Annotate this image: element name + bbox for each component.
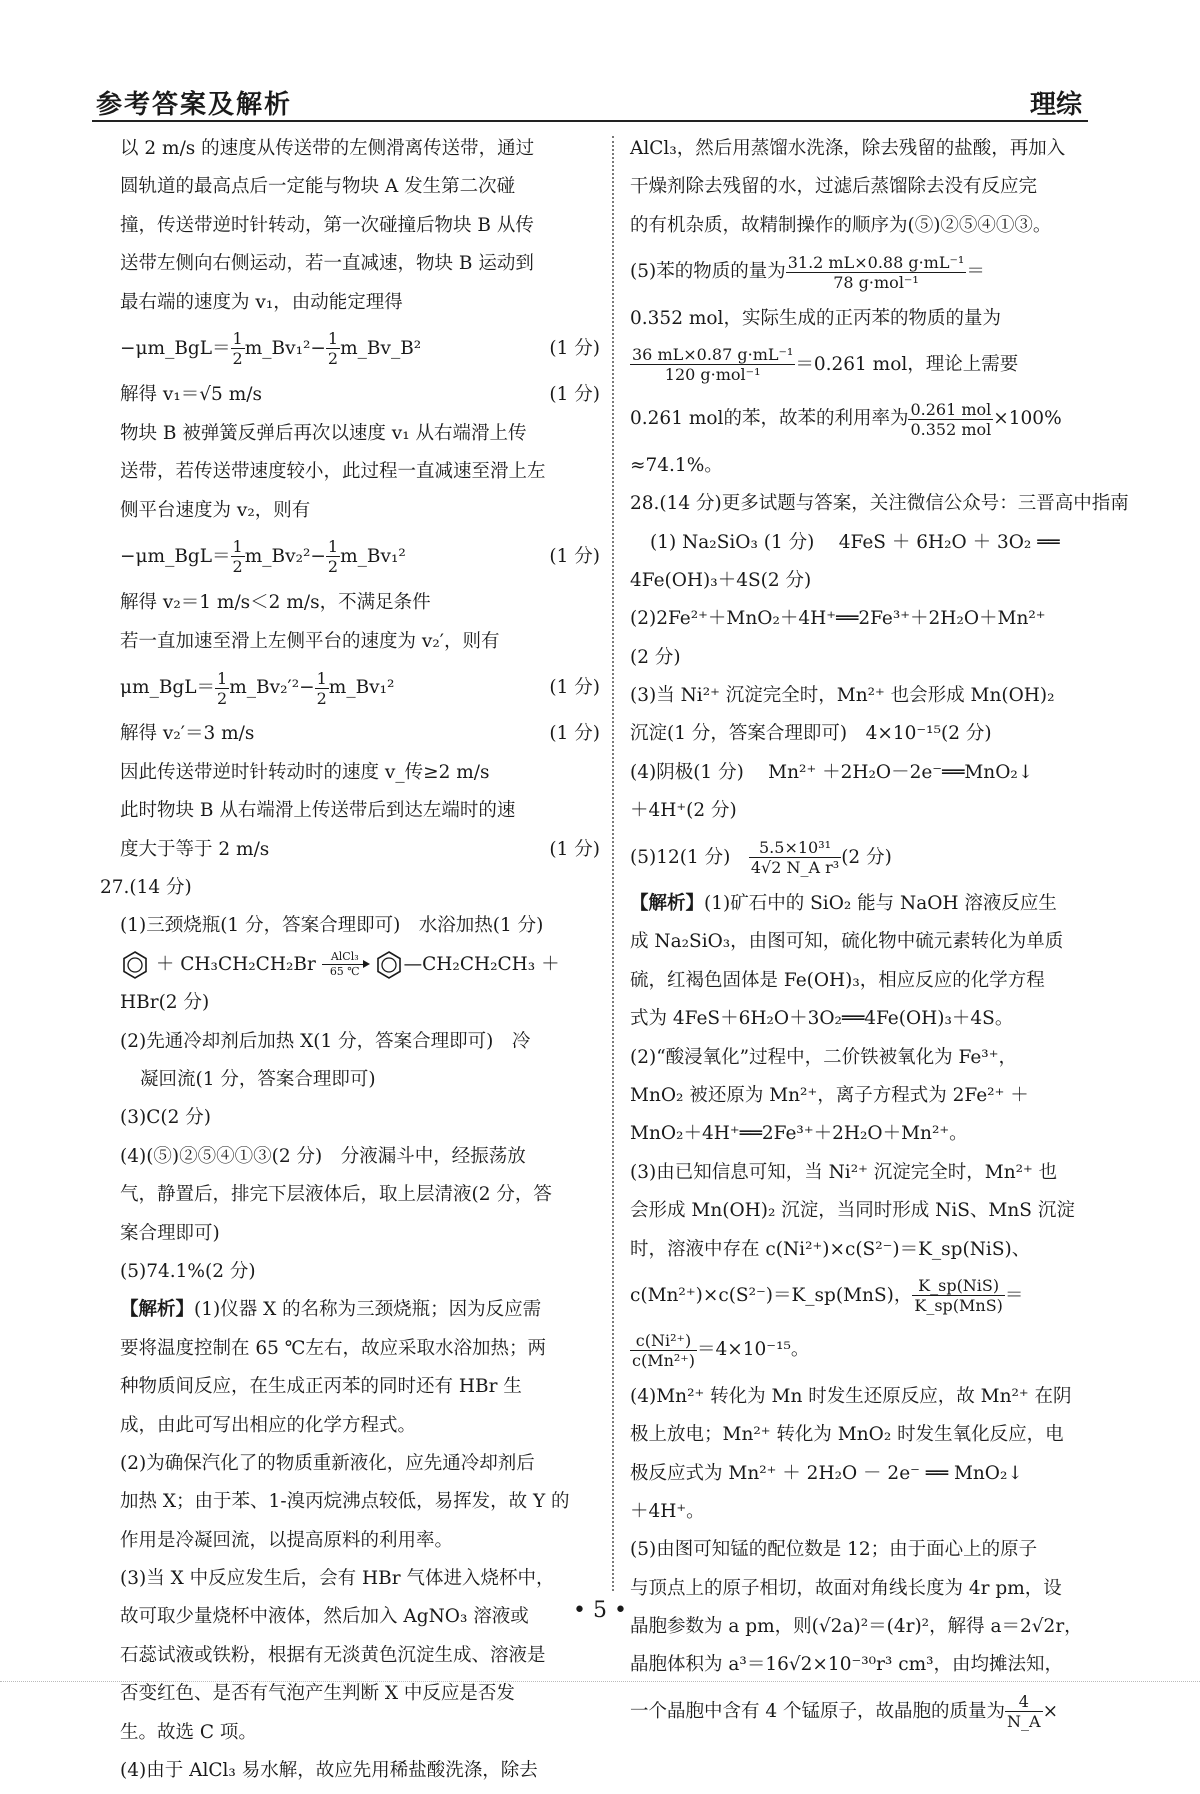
analysis-line: (4)Mn²⁺ 转化为 Mn 时发生还原反应，故 Mn²⁺ 在阴 (630, 1385, 1072, 1407)
answer-line: 凝回流(1 分，答案合理即可) (140, 1068, 376, 1090)
answer-line: (1) Na₂SiO₃ (1 分) 4FeS ＋ 6H₂O ＋ 3O₂ ══ (650, 531, 1060, 553)
page-number: • 5 • (573, 1598, 627, 1623)
answer-line: (2)先通冷却剂后加热 X(1 分，答案合理即可) 冷 (120, 1030, 531, 1052)
frac-num: 5.5×10³¹ (749, 838, 841, 858)
analysis-line (630, 889, 1110, 919)
fraction (326, 537, 340, 576)
analysis-text: ＝ (1004, 1284, 1024, 1306)
equation-6 (100, 835, 600, 865)
analysis-line: 生。故选 C 项。 (120, 1721, 257, 1743)
question-27-title: 27.(14 分) (100, 877, 192, 899)
eq-text: 解得 v₂′＝3 m/s (120, 723, 255, 745)
calc-line: 0.352 mol，实际生成的正丙苯的物质的量为 (630, 307, 1001, 329)
fraction (315, 669, 329, 708)
question-28-title: 28.(14 分)更多试题与答案，关注微信公众号：三晋高中指南 (630, 493, 1129, 515)
eq-end: m_Bv_B² (340, 337, 422, 359)
eq-lhs: −μm_BgL＝ (120, 545, 231, 567)
answer-line: (4)阴极(1 分) Mn²⁺ ＋2H₂O－2e⁻══MnO₂↓ (630, 761, 1034, 783)
frac-den: 2 (327, 349, 339, 369)
fraction (215, 669, 229, 708)
answer-line: (3)C(2 分) (120, 1107, 211, 1129)
score: (1 分) (549, 337, 600, 359)
calc-line (630, 342, 1110, 388)
answer-line: (5)74.1%(2 分) (120, 1260, 256, 1282)
frac-den: 120 g·mol⁻¹ (664, 365, 761, 385)
reaction-arrow (322, 951, 368, 978)
frac-den: 2 (232, 349, 243, 369)
analysis-line: 时，溶液中存在 c(Ni²⁺)×c(S²⁻)＝K_sp(NiS)、 (630, 1238, 1031, 1260)
analysis-line (100, 1295, 600, 1325)
calc-suffix: ×100% (993, 408, 1062, 430)
answer-line: 沉淀(1 分，答案合理即可) 4×10⁻¹⁵(2 分) (630, 723, 992, 745)
analysis-line: 要将温度控制在 65 ℃左右，故应采取水浴加热；两 (120, 1337, 546, 1359)
calc-suffix: ＝0.261 mol，理论上需要 (795, 353, 1019, 375)
text-line: 最右端的速度为 v₁，由动能定理得 (120, 291, 403, 313)
frac-den: N_A (1007, 1712, 1041, 1732)
left-column (100, 134, 600, 1794)
frac-num: 1 (232, 537, 243, 557)
column-divider (612, 136, 614, 1591)
text-line: 送带，若传送带速度较小，此过程一直减速至滑上左 (120, 461, 546, 483)
answer-line: (3)当 Ni²⁺ 沉淀完全时，Mn²⁺ 也会形成 Mn(OH)₂ (630, 685, 1055, 707)
frac-num: 1 (327, 329, 339, 349)
eq-end: m_Bv₁² (340, 545, 406, 567)
frac-num: 1 (217, 668, 228, 688)
analysis-line: (4)由于 AlCl₃ 易水解，故应先用稀盐酸洗涤，除去 (120, 1760, 538, 1782)
analysis-line: (5)由图可知锰的配位数是 12；由于面心上的原子 (630, 1539, 1038, 1561)
benzene-ring-icon (374, 950, 404, 980)
frac-den: K_sp(MnS) (914, 1296, 1003, 1316)
header-rule (92, 120, 1088, 122)
arrow-condition-bottom: 65 ℃ (329, 965, 360, 979)
text-line: 以 2 m/s 的速度从传送带的左侧滑离传送带，通过 (120, 138, 535, 159)
fraction (786, 253, 967, 292)
analysis-line: 成 Na₂SiO₃，由图可知，硫化物中硫元素转化为单质 (630, 931, 1064, 953)
answer-line: ＋4H⁺(2 分) (630, 800, 737, 822)
frac-den: 2 (217, 688, 228, 708)
text-line: 因此传送带逆时针转动时的速度 v_传≥2 m/s (120, 761, 490, 783)
fraction (908, 400, 993, 439)
analysis-line: ＋4H⁺。 (630, 1500, 705, 1522)
fraction (231, 537, 245, 576)
answer-line: (2)2Fe²⁺＋MnO₂＋4H⁺══2Fe³⁺＋2H₂O＋Mn²⁺ (630, 608, 1046, 630)
analysis-text: (1)矿石中的 SiO₂ 能与 NaOH 溶液反应生 (704, 893, 1057, 915)
eq-text: 解得 v₁＝√5 m/s (120, 384, 262, 406)
calc-prefix: 0.261 mol的苯，故苯的利用率为 (630, 408, 909, 430)
analysis-line: (3)由已知信息可知，当 Ni²⁺ 沉淀完全时，Mn²⁺ 也 (630, 1161, 1058, 1183)
answer-line: HBr(2 分) (120, 992, 210, 1014)
analysis-line: MnO₂＋4H⁺══2Fe³⁺＋2H₂O＋Mn²⁺。 (630, 1123, 968, 1145)
analysis-label: 【解析】 (630, 893, 705, 915)
fraction (1005, 1692, 1043, 1731)
fraction (231, 329, 245, 368)
frac-den: 2 (232, 557, 243, 577)
calc-prefix: (5)苯的物质的量为 (630, 261, 786, 283)
analysis-line: 晶胞体积为 a³＝16√2×10⁻³⁰r³ cm³，由均摊法知， (630, 1654, 1064, 1676)
score: (1 分) (549, 838, 600, 860)
analysis-line: (2)为确保汽化了的物质重新液化，应先通冷却剂后 (120, 1452, 535, 1474)
calc-line (630, 396, 1110, 442)
fraction (326, 329, 340, 368)
frac-num: 36 mL×0.87 g·mL⁻¹ (632, 345, 794, 365)
analysis-line: (3)当 X 中反应发生后，会有 HBr 气体进入烧杯中， (120, 1568, 555, 1590)
text-line: AlCl₃，然后用蒸馏水洗涤，除去残留的盐酸，再加入 (630, 138, 1066, 159)
answer-line: (4)(⑤)②⑤④①③(2 分) 分液漏斗中，经振荡放 (120, 1145, 526, 1167)
analysis-line: 式为 4FeS＋6H₂O＋3O₂══4Fe(OH)₃＋4S。 (630, 1008, 1014, 1030)
frac-den: c(Mn²⁺) (632, 1350, 695, 1370)
equation-1 (100, 326, 600, 372)
analysis-line: 成，由此可写出相应的化学方程式。 (120, 1414, 417, 1436)
analysis-text: (1)仪器 X 的名称为三颈烧瓶；因为反应需 (194, 1299, 542, 1321)
frac-den: 4√2 N_A r³ (750, 858, 840, 878)
answer-suffix: (2 分) (841, 846, 892, 868)
arrow-condition-top: AlCl₃ (330, 950, 359, 964)
equation-3 (100, 534, 600, 580)
analysis-line: 作用是冷凝回流，以提高原料的利用率。 (120, 1529, 454, 1551)
reactant-text: ＋ CH₃CH₂CH₂Br (155, 953, 316, 975)
analysis-line: 加热 X；由于苯、1-溴丙烷沸点较低，易挥发，故 Y 的 (120, 1491, 570, 1513)
eq-end: m_Bv₁² (328, 677, 395, 699)
plus-sign: ＋ (541, 953, 560, 975)
analysis-line (630, 1327, 1110, 1373)
right-column (630, 134, 1129, 1743)
calc-suffix: ＝ (966, 261, 985, 283)
eq-mid: m_Bv₂²− (244, 545, 326, 567)
score: (1 分) (549, 723, 600, 745)
text-line: 若一直加速至滑上左侧平台的速度为 v₂′，则有 (120, 630, 500, 652)
fraction (749, 838, 841, 877)
analysis-text: 一个晶胞中含有 4 个锰原子，故晶胞的质量为 (630, 1700, 1006, 1722)
answer-line: 案合理即可) (120, 1222, 220, 1244)
frac-num: 4 (1005, 1692, 1043, 1712)
frac-den: 2 (316, 688, 327, 708)
frac-den: 78 g·mol⁻¹ (833, 272, 919, 292)
reaction-equation (100, 950, 600, 980)
calc-line (630, 249, 1110, 295)
equation-5 (100, 719, 600, 749)
eq-lhs: μm_BgL＝ (120, 677, 216, 699)
benzene-ring-icon (120, 950, 150, 980)
score: (1 分) (549, 545, 600, 567)
eq-mid: m_Bv₁²− (244, 337, 326, 359)
text-line: 圆轨道的最高点后一定能与物块 A 发生第二次碰 (120, 176, 516, 198)
analysis-line: 晶胞参数为 a pm，则(√2a)²＝(4r)²，解得 a＝2√2r， (630, 1616, 1083, 1638)
text-line: 解得 v₂＝1 m/s＜2 m/s，不满足条件 (120, 592, 431, 614)
frac-num: 31.2 mL×0.88 g·mL⁻¹ (787, 252, 965, 272)
analysis-line (630, 1689, 1110, 1735)
product-text: —CH₂CH₂CH₃ (403, 953, 536, 975)
analysis-line: 与顶点上的原子相切，故面对角线长度为 4r pm，设 (630, 1577, 1062, 1599)
analysis-line: 否变红色、是否有气泡产生判断 X 中反应是否发 (120, 1683, 515, 1705)
analysis-line: MnO₂ 被还原为 Mn²⁺，离子方程式为 2Fe²⁺ ＋ (630, 1084, 1029, 1106)
frac-num: 1 (316, 668, 327, 688)
header-title: 参考答案及解析 (96, 90, 293, 120)
fraction (630, 345, 795, 384)
fraction (912, 1276, 1005, 1315)
frac-num: 1 (232, 329, 243, 349)
analysis-label: 【解析】 (120, 1299, 195, 1321)
calc-line: ≈74.1%。 (630, 454, 723, 476)
analysis-line: 石蕊试液或铁粉，根据有无淡黄色沉淀生成、溶液是 (120, 1644, 546, 1666)
frac-num: c(Ni²⁺) (630, 1331, 697, 1351)
text-line: 此时物块 B 从右端滑上传送带后到达左端时的速 (120, 800, 516, 822)
text-line: 干燥剂除去残留的水，过滤后蒸馏除去没有反应完 (630, 176, 1038, 198)
analysis-text: ＝4×10⁻¹⁵。 (697, 1339, 810, 1361)
frac-num: 1 (327, 537, 339, 557)
equation-4 (100, 665, 600, 711)
answer-line: 气，静置后，排完下层液体后，取上层清液(2 分，答 (120, 1184, 552, 1206)
analysis-line: 种物质间反应，在生成正丙苯的同时还有 HBr 生 (120, 1376, 522, 1398)
frac-den: 2 (327, 557, 339, 577)
text-line: 送带左侧向右侧运动，若一直减速，物块 B 运动到 (120, 253, 534, 275)
eq-text: 度大于等于 2 m/s (120, 838, 270, 860)
frac-num: K_sp(NiS) (912, 1276, 1005, 1296)
analysis-line: 极上放电；Mn²⁺ 转化为 MnO₂ 时发生氧化反应，电 (630, 1424, 1064, 1446)
text-line: 撞，传送带逆时针转动，第一次碰撞后物块 B 从传 (120, 214, 534, 236)
arrow-icon (322, 964, 368, 965)
text-line: 物块 B 被弹簧反弹后再次以速度 v₁ 从右端滑上传 (120, 422, 527, 444)
header-subject: 理综 (1029, 90, 1082, 120)
answer-line: (1)三颈烧瓶(1 分，答案合理即可) 水浴加热(1 分) (120, 915, 544, 937)
analysis-text: c(Mn²⁺)×c(S²⁻)＝K_sp(MnS)， (630, 1284, 913, 1306)
analysis-line: 硫，红褐色固体是 Fe(OH)₃，相应反应的化学方程 (630, 969, 1045, 991)
analysis-line: (2)“酸浸氧化”过程中，二价铁被氧化为 Fe³⁺， (630, 1046, 1017, 1068)
equation-2 (100, 380, 600, 410)
frac-den: 0.352 mol (910, 419, 992, 439)
answer-prefix: (5)12(1 分) (630, 846, 731, 868)
footer-rule (0, 1681, 1200, 1682)
text-line: 侧平台速度为 v₂，则有 (120, 499, 311, 521)
score: (1 分) (549, 677, 600, 699)
analysis-text: × (1042, 1700, 1059, 1722)
eq-mid: m_Bv₂′²− (229, 677, 315, 699)
answer-line: 4Fe(OH)₃＋4S(2 分) (630, 569, 812, 591)
eq-lhs: −μm_BgL＝ (120, 337, 231, 359)
frac-num: 0.261 mol (910, 399, 992, 419)
score: (1 分) (549, 384, 600, 406)
answer-line: (2 分) (630, 646, 681, 668)
analysis-line: 极反应式为 Mn²⁺ ＋ 2H₂O － 2e⁻ ══ MnO₂↓ (630, 1462, 1023, 1484)
text-line: 的有机杂质，故精制操作的顺序为(⑤)②⑤④①③。 (630, 214, 1052, 236)
analysis-line (630, 1273, 1110, 1319)
analysis-line: 会形成 Mn(OH)₂ 沉淀，当同时形成 NiS、MnS 沉淀 (630, 1200, 1075, 1222)
analysis-line: 故可取少量烧杯中液体，然后加入 AgNO₃ 溶液或 (120, 1606, 529, 1628)
fraction (630, 1331, 697, 1370)
answer-line (630, 835, 1110, 881)
